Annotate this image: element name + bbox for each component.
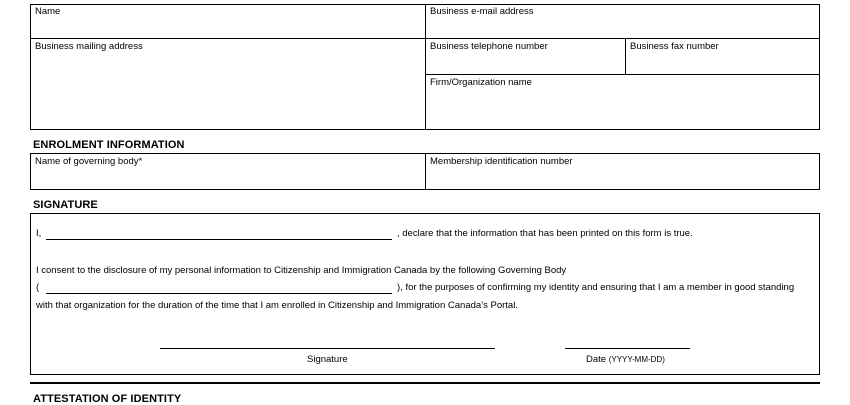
fax-label: Business fax number <box>630 41 719 52</box>
attestation-heading: ATTESTATION OF IDENTITY <box>33 393 182 405</box>
mailing-address-field[interactable] <box>32 54 426 132</box>
date-field[interactable] <box>565 330 694 349</box>
declaration-prefix: I, <box>36 228 42 239</box>
consent-duration-text: with that organization for the duration of the time that I am enrolled in Citizenship and Immigration Canada’s Portal. <box>36 300 518 311</box>
paren-open: ( <box>36 282 40 293</box>
firm-label: Firm/Organization name <box>430 77 532 88</box>
date-format-hint: (YYYY-MM-DD) <box>608 355 665 364</box>
membership-id-label: Membership identification number <box>430 156 573 167</box>
governing-body-field[interactable] <box>32 169 426 190</box>
consent-purpose-text: ), for the purposes of confirming my identity and ensuring that I am a member in good standing <box>397 282 795 293</box>
consent-governing-body-field[interactable] <box>46 278 396 295</box>
signature-heading: SIGNATURE <box>33 199 98 211</box>
phone-label: Business telephone number <box>430 41 548 52</box>
name-field[interactable] <box>32 19 426 38</box>
mailing-address-label: Business mailing address <box>35 41 143 52</box>
date-caption <box>586 354 665 365</box>
email-label: Business e-mail address <box>430 6 534 17</box>
divider <box>30 38 820 39</box>
firm-field[interactable] <box>427 90 821 130</box>
declarant-name-field[interactable] <box>46 224 396 241</box>
declaration-suffix: , declare that the information that has been printed on this form is true. <box>397 228 693 239</box>
date-caption-label: Date <box>586 354 607 365</box>
name-label: Name <box>35 6 61 17</box>
signature-caption: Signature <box>307 354 348 365</box>
membership-id-field[interactable] <box>427 169 821 190</box>
signature-field[interactable] <box>160 330 499 349</box>
attestation-rule <box>30 382 820 384</box>
divider <box>425 74 820 75</box>
governing-body-label: Name of governing body* <box>35 156 143 167</box>
fax-field[interactable] <box>627 54 821 74</box>
email-field[interactable] <box>427 19 821 38</box>
phone-field[interactable] <box>427 54 626 74</box>
enrolment-heading: ENROLMENT INFORMATION <box>33 139 185 151</box>
consent-text: I consent to the disclosure of my personal information to Citizenship and Immigration Canada by the following Governing Body <box>36 265 567 276</box>
